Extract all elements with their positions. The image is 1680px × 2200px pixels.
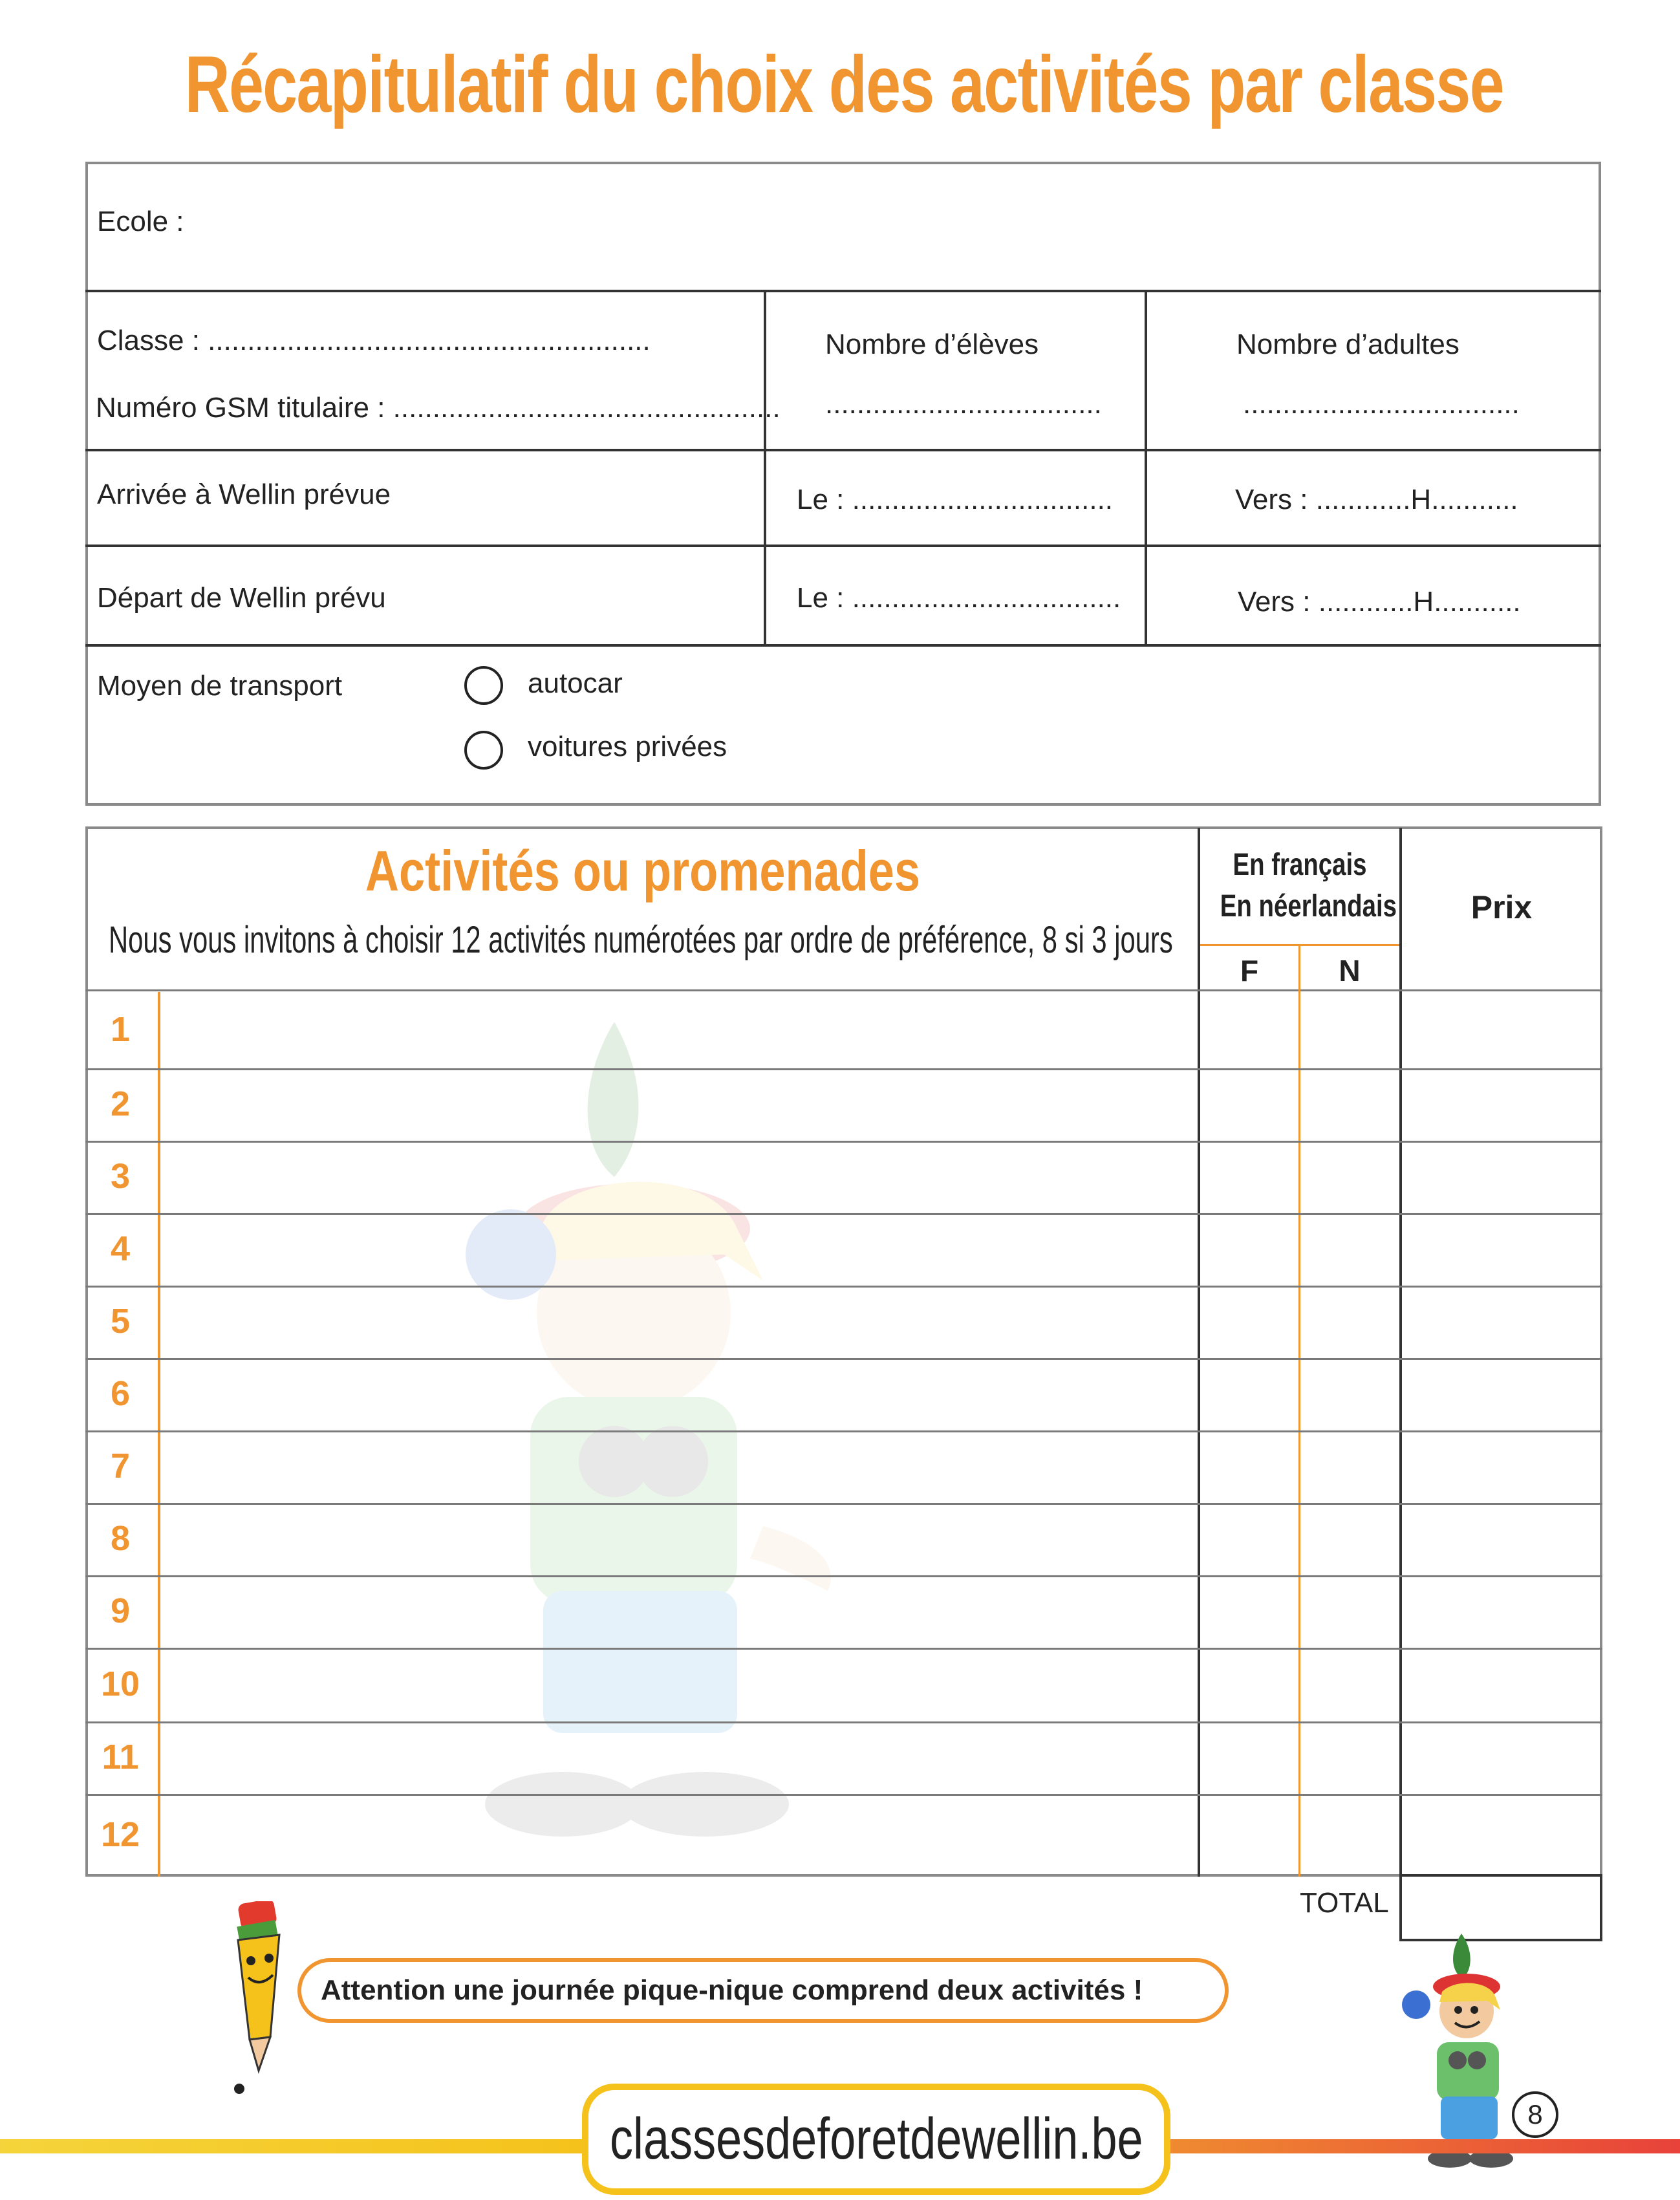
row-number: 4 (110, 1229, 131, 1268)
lang-n-cell[interactable] (1301, 1505, 1398, 1573)
row-number: 2 (110, 1084, 131, 1123)
row-divider (85, 1794, 1602, 1796)
page-number: 8 (1512, 2091, 1558, 2138)
total-field[interactable] (1399, 1874, 1602, 1941)
arrivee-time-field[interactable]: Vers : ............H........... (1235, 484, 1518, 515)
arrivee-date-field[interactable]: Le : ................................. (797, 484, 1114, 515)
activity-input[interactable] (162, 1143, 1196, 1211)
transport-label: Moyen de transport (97, 670, 343, 702)
mascot-icon (1390, 1934, 1539, 2173)
autocar-label: autocar (528, 667, 623, 699)
row-divider (85, 1213, 1602, 1215)
lang-n-cell[interactable] (1301, 1796, 1398, 1874)
total-label: TOTAL (1300, 1887, 1389, 1919)
row-number: 6 (110, 1374, 131, 1413)
divider (1145, 291, 1147, 645)
lang-f-cell[interactable] (1200, 1578, 1297, 1645)
lang-n-cell[interactable] (1301, 1143, 1398, 1211)
website-text: classesdeforetdewellin.be (609, 2106, 1143, 2172)
row-divider (85, 1358, 1602, 1360)
lang-f-cell[interactable] (1200, 1650, 1297, 1719)
nb-eleves-field[interactable]: ................................... (825, 388, 1102, 420)
depart-date-field[interactable]: Le : .................................. (797, 582, 1121, 614)
col-f-header: F (1240, 954, 1259, 987)
lang-n-cell[interactable] (1301, 1724, 1398, 1791)
row-divider (85, 1503, 1602, 1505)
lang-f-cell[interactable] (1200, 995, 1297, 1066)
price-cell[interactable] (1402, 1361, 1600, 1428)
activity-input[interactable] (162, 1216, 1196, 1283)
pencil-mascot-icon (220, 1901, 310, 2095)
row-number: 9 (110, 1591, 131, 1630)
depart-label: Départ de Wellin prévu (97, 582, 386, 614)
ecole-field[interactable] (278, 188, 1584, 265)
lang-n-cell[interactable] (1301, 1578, 1398, 1645)
row-number: 7 (110, 1447, 131, 1485)
depart-time-field[interactable]: Vers : ............H........... (1238, 586, 1521, 618)
row-number: 11 (102, 1738, 139, 1776)
gsm-field[interactable]: Numéro GSM titulaire : ................................................. (96, 392, 781, 424)
lang-n-cell[interactable] (1301, 1216, 1398, 1283)
price-cell[interactable] (1402, 1288, 1600, 1355)
row-divider (85, 1575, 1602, 1577)
price-cell[interactable] (1402, 1724, 1600, 1791)
voitures-label: voitures privées (528, 731, 727, 762)
nb-adultes-field[interactable]: ................................... (1243, 388, 1520, 420)
row-number: 3 (110, 1157, 131, 1196)
lang-f-cell[interactable] (1200, 1505, 1297, 1573)
price-cell[interactable] (1402, 1650, 1600, 1719)
activities-title: Activités ou promenades (365, 839, 921, 903)
lang-n-cell[interactable] (1301, 1650, 1398, 1719)
row-number: 1 (110, 1010, 131, 1049)
activity-input[interactable] (162, 1071, 1196, 1138)
divider (85, 545, 1601, 547)
notice-banner: Attention une journée pique-nique comprend deux activités ! (297, 1958, 1229, 2023)
row-divider (85, 1430, 1602, 1432)
divider (1298, 945, 1300, 1877)
lang-n-cell[interactable] (1301, 1361, 1398, 1428)
price-cell[interactable] (1402, 1578, 1600, 1645)
activity-input[interactable] (162, 995, 1196, 1066)
nb-eleves-label: Nombre d’élèves (825, 329, 1039, 360)
lang-f-cell[interactable] (1200, 1361, 1297, 1428)
lang-n-cell[interactable] (1301, 995, 1398, 1066)
activity-input[interactable] (162, 1796, 1196, 1874)
activity-input[interactable] (162, 1505, 1196, 1573)
lang-f-cell[interactable] (1200, 1216, 1297, 1283)
price-cell[interactable] (1402, 995, 1600, 1066)
website-link[interactable] (582, 2084, 1170, 2195)
lang-f-cell[interactable] (1200, 1071, 1297, 1138)
row-divider (85, 1141, 1602, 1143)
row-divider (85, 1721, 1602, 1723)
divider (85, 644, 1601, 647)
ecole-label: Ecole : (97, 206, 184, 237)
lang-n-cell[interactable] (1301, 1288, 1398, 1355)
price-cell[interactable] (1402, 1143, 1600, 1211)
divider (85, 449, 1601, 451)
row-number: 12 (100, 1815, 140, 1854)
divider (85, 290, 1601, 292)
row-number: 10 (100, 1665, 140, 1703)
activity-input[interactable] (162, 1578, 1196, 1645)
divider (85, 989, 1602, 991)
price-cell[interactable] (1402, 1216, 1600, 1283)
divider (764, 291, 766, 645)
price-cell[interactable] (1402, 1505, 1600, 1573)
lang-header-fr: En français (1233, 848, 1367, 882)
lang-f-cell[interactable] (1200, 1433, 1297, 1500)
row-number: 5 (110, 1302, 131, 1341)
lang-f-cell[interactable] (1200, 1143, 1297, 1211)
lang-n-cell[interactable] (1301, 1433, 1398, 1500)
activity-input[interactable] (162, 1724, 1196, 1791)
lang-f-cell[interactable] (1200, 1288, 1297, 1355)
price-cell[interactable] (1402, 1433, 1600, 1500)
col-n-header: N (1339, 954, 1361, 987)
arrivee-label: Arrivée à Wellin prévue (97, 479, 391, 510)
lang-f-cell[interactable] (1200, 1796, 1297, 1874)
activity-input[interactable] (162, 1650, 1196, 1719)
lang-n-cell[interactable] (1301, 1071, 1398, 1138)
nb-adultes-label: Nombre d’adultes (1236, 329, 1459, 360)
activity-input[interactable] (162, 1433, 1196, 1500)
row-divider (85, 1648, 1602, 1650)
page-title: Récapitulatif du choix des activités par classe (184, 40, 1504, 129)
activity-input[interactable] (162, 1361, 1196, 1428)
activity-input[interactable] (162, 1288, 1196, 1355)
row-number: 8 (110, 1519, 131, 1558)
row-divider (85, 1068, 1602, 1070)
price-cell[interactable] (1402, 1071, 1600, 1138)
lang-f-cell[interactable] (1200, 1724, 1297, 1791)
classe-field[interactable]: Classe : ........................................................ (97, 325, 651, 356)
activities-subtitle: Nous vous invitons à choisir 12 activités numérotées par ordre de préférence, 8 si 3 jours (109, 919, 1173, 961)
price-header: Prix (1470, 889, 1533, 925)
row-divider (85, 1286, 1602, 1288)
divider (158, 992, 160, 1877)
lang-header-nl: En néerlandais (1220, 889, 1397, 923)
price-cell[interactable] (1402, 1796, 1600, 1874)
autocar-radio[interactable] (464, 666, 503, 705)
voitures-radio[interactable] (464, 731, 503, 770)
